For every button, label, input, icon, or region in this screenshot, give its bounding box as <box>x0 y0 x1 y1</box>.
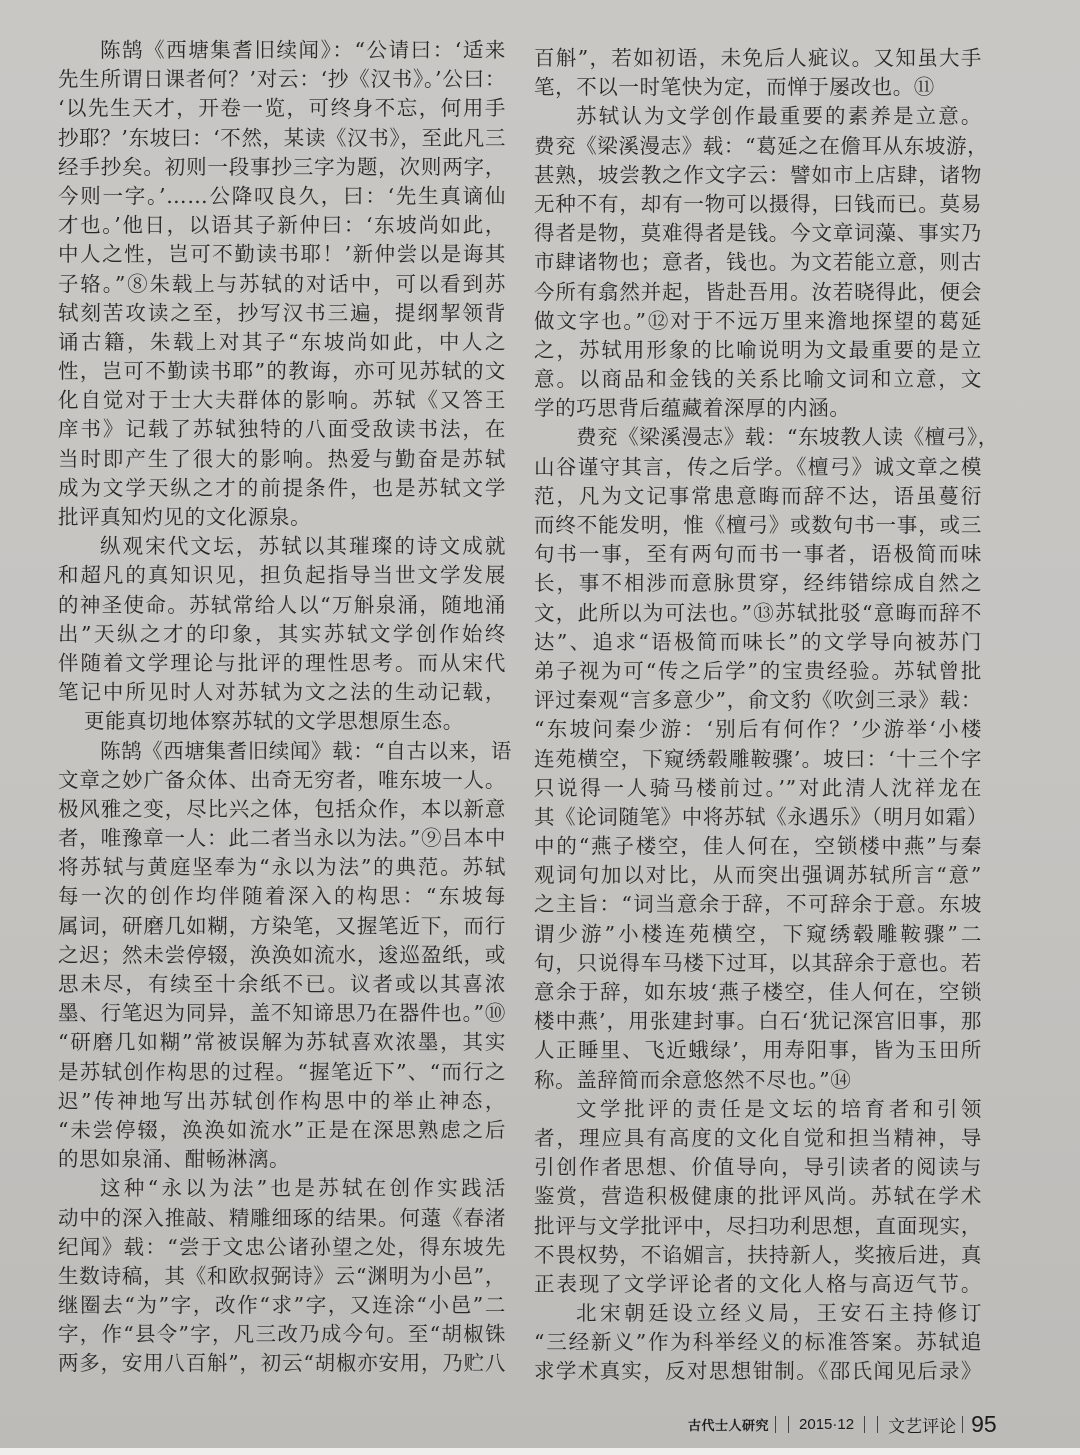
text-line: 属词，研磨几如糊，方染笔，又握笔近下，而行 <box>58 913 506 938</box>
text-line: 的神圣使命。苏轼常给人以“万斛泉涌，随地涌 <box>58 592 506 617</box>
text-line: 纵观宋代文坛，苏轼以其璀璨的诗文成就 <box>100 534 506 559</box>
text-line: 只说得一人骑马楼前过。’”对此清人沈祥龙在 <box>534 775 982 800</box>
text-line: 当时即产生了很大的影响。热爱与勤奋是苏轼 <box>58 446 506 471</box>
text-line: 其《论词随笔》中将苏轼《永遇乐》（明月如霜） <box>534 804 988 829</box>
page-footer <box>688 1410 997 1438</box>
text-line: 今则一字。’……公降叹良久，曰：‘先生真谪仙 <box>58 183 506 208</box>
text-line: 句，只说得车马楼下过耳，以其辞余于意也。若 <box>534 950 982 975</box>
text-line: 性，岂可不勤读书耶”的教诲，亦可见苏轼的文 <box>58 359 506 384</box>
text-line: 范，凡为文记事常患意晦而辞不达，语虽蔓衍 <box>534 483 982 508</box>
text-line: 抄耶？’东坡曰：‘不然，某读《汉书》，至此凡三 <box>58 125 506 150</box>
text-line: 陈鹄《西塘集耆旧续闻》：“公请曰：‘适来 <box>100 38 506 62</box>
text-line: 者，理应具有高度的文化自觉和担当精神，导 <box>534 1125 982 1150</box>
text-line: 伴随着文学理论与批评的理性思考。而从宋代 <box>58 650 506 675</box>
text-line: 意余于辞，如东坡‘燕子楼空，佳人何在，空锁 <box>534 980 982 1004</box>
text-line: 费兖《梁溪漫志》载：“葛延之在儋耳从东坡游， <box>534 133 989 158</box>
text-line: 子辂。”⑧朱载上与苏轼的对话中，可以看到苏 <box>58 271 506 296</box>
text-line: 迟”传神地写出苏轼创作构思中的举止神态， <box>58 1088 506 1113</box>
text-line: 达”、追求“语极简而味长”的文学导向被苏门 <box>534 629 982 654</box>
text-line: “三经新义”作为科举经义的标准答案。苏轼追 <box>534 1330 982 1355</box>
text-line: 求学术真实，反对思想钳制。《邵氏闻见后录》 <box>534 1359 982 1384</box>
text-line: 出”天纵之才的印象，其实苏轼文学创作始终 <box>58 621 506 646</box>
text-line: 之，苏轼用形象的比喻说明为文最重要的是立 <box>534 337 982 362</box>
text-line: 极风雅之变，尽比兴之体，包括众作，本以新意 <box>58 796 506 821</box>
text-line: 中的“燕子楼空，佳人何在，空锁楼中燕”与秦 <box>534 834 982 859</box>
text-line: 批评与文学批评中，尽扫功利思想，直面现实， <box>534 1213 982 1238</box>
text-line: 文章之妙广备众体、出奇无穷者，唯东坡一人。 <box>58 767 506 792</box>
text-line: 弟子视为可“传之后学”的宝贵经验。苏轼曾批 <box>534 658 982 683</box>
text-line: 文学批评的责任是文坛的培育者和引领 <box>576 1096 982 1121</box>
left-text-column <box>58 36 512 1379</box>
text-line: 山谷谨守其言，传之后学。《檀弓》诚文章之模 <box>534 454 982 479</box>
text-line: 继圈去“为”字，改作“求”字，又连涂“小邑”二 <box>58 1293 506 1318</box>
text-line: 经手抄矣。初则一段事抄三字为题，次则两字， <box>58 154 506 179</box>
text-line: 者，唯豫章一人：此二者当永以为法。”⑨吕本中 <box>58 826 506 851</box>
text-line: ‘以先生天才，开卷一览，可终身不忘，何用手 <box>58 96 506 121</box>
text-line: 意。以商品和金钱的关系比喻文词和立意，文 <box>534 367 982 392</box>
text-line: 谓少游”小楼连苑横空，下窥绣毂雕鞍骤”二 <box>534 921 982 946</box>
text-line: 百斛”，若如初语，未免后人疵议。又知虽大手 <box>534 46 982 70</box>
text-line: 做文字也。”⑫对于不远万里来澹地探望的葛延 <box>534 308 982 333</box>
text-line: 将苏轼与黄庭坚奉为“永以为法”的典范。苏轼 <box>58 855 506 880</box>
text-line: 北宋朝廷设立经义局，王安石主持修订 <box>576 1301 982 1326</box>
text-line: 观词句加以对比，从而突出强调苏轼所言“意” <box>534 863 982 888</box>
page-number: 95 <box>971 1410 997 1437</box>
text-line: 楼中燕’，用张建封事。白石‘犹记深宫旧事，那 <box>534 1009 982 1034</box>
text-line: 称。盖辞简而余意悠然不尽也。”⑭ <box>534 1067 852 1092</box>
text-line: 苏轼认为文学创作最重要的素养是立意。 <box>576 104 982 129</box>
text-line: 两多，安用八百斛”，初云“胡椒亦安用，乃贮八 <box>58 1351 506 1376</box>
text-line: 这种“永以为法”也是苏轼在创作实践活 <box>100 1176 506 1201</box>
text-line: 之迟；然未尝停辍，涣涣如流水，逡巡盈纸，或 <box>58 942 506 967</box>
text-line: 评过秦观“言多意少”，俞文豹《吹剑三录》载： <box>534 688 982 713</box>
text-line: 成为文学天纵之才的前提条件，也是苏轼文学 <box>58 475 506 500</box>
text-line: 是苏轼创作构思的过程。“握笔近下”、“而行之 <box>58 1059 506 1084</box>
footer-divider <box>864 1416 865 1433</box>
text-line: 市肆诸物也；意者，钱也。为文若能立意，则古 <box>534 250 982 275</box>
text-line: 才也。’他日，以语其子新仲曰：‘东坡尚如此， <box>58 213 506 238</box>
text-line: “研磨几如糊”常被误解为苏轼喜欢浓墨，其实 <box>58 1030 506 1055</box>
text-line: 连苑横空，下窥绣毂雕鞍骤’。坡曰：‘十三个字 <box>534 746 982 771</box>
text-line: 学的巧思背后蕴藏着深厚的内涵。 <box>534 396 851 421</box>
text-line: “东坡问秦少游：‘别后有何作？’少游举‘小楼 <box>534 717 982 742</box>
text-line: 文，此所以为可法也。”⑬苏轼批驳“意晦而辞不 <box>534 600 982 625</box>
text-line: 批评真知灼见的文化源泉。 <box>58 505 312 529</box>
text-line: 费兖《梁溪漫志》载：“东坡教人读《檀弓》， <box>576 425 999 450</box>
text-line: 先生所谓日课者何？’对云：‘抄《汉书》。’公曰： <box>58 67 506 92</box>
text-line: 不畏权势，不谄媚言，扶持新人，奖掖后进，真 <box>534 1242 982 1267</box>
footer-divider <box>788 1416 789 1433</box>
text-line: 长，事不相涉而意脉贯穿，经纬错综成自然之 <box>534 571 982 596</box>
journal-column-title: 古代士人研究 <box>688 1418 770 1434</box>
text-line: 无种不有，却有一物可以摄得，曰钱而已。莫易 <box>534 191 982 216</box>
text-line: 鉴赏，营造积极健康的批评风尚。苏轼在学术 <box>534 1184 982 1209</box>
text-line: 轼刻苦攻读之至，抄写汉书三遍，提纲挈领背 <box>58 300 506 325</box>
text-line: 思未尽，有续至十余纸不已。议者或以其喜浓 <box>58 972 506 996</box>
text-line: 诵古籍，朱载上对其子“东坡尚如此，中人之 <box>58 329 506 354</box>
text-line: 字，作“县令”字，凡三改乃成今句。至“胡椒铢 <box>58 1322 506 1347</box>
text-line: 每一次的创作均伴随着深入的构思：“东坡每 <box>58 884 506 909</box>
footer-divider <box>877 1416 878 1433</box>
text-line: 生数诗稿，其《和欧叔弼诗》云“渊明为小邑”， <box>58 1263 506 1288</box>
text-line: 笔记中所见时人对苏轼为文之法的生动记载， <box>58 680 506 705</box>
text-line: 引创作者思想、价值导向，导引读者的阅读与 <box>534 1155 982 1180</box>
text-line: 甚熟，坡尝教之作文字云：譬如市上店肆，诸物 <box>534 162 982 187</box>
issue-date: 2015·12 <box>799 1415 855 1433</box>
text-line: 动中的深入推敲、精雕细琢的结果。何薳《春渚 <box>58 1205 506 1230</box>
text-line: “未尝停辍，涣涣如流水”正是在深思熟虑之后 <box>58 1117 506 1142</box>
text-line: 墨、行笔迟为同异，盖不知谛思乃在器件也。”⑩ <box>58 1001 506 1026</box>
text-line: 笔，不以一时笔快为定，而惮于屡改也。⑪ <box>534 75 935 100</box>
footer-divider <box>775 1416 776 1433</box>
text-line: 纪闻》载：“尝于文忠公诸孙望之处，得东坡先 <box>58 1234 506 1259</box>
text-line: 得者是物，莫难得者是钱。今文章词藻、事实乃 <box>534 221 982 246</box>
text-line: 更能真切地体察苏轼的文学思想原生态。 <box>84 709 464 734</box>
text-line: 句书一事，至有两句而书一事者，语极简而味 <box>534 542 982 567</box>
text-line: 陈鹄《西塘集耆旧续闻》载：“自古以来，语 <box>100 738 512 763</box>
right-text-column <box>534 44 999 1387</box>
text-line: 今所有翕然并起，皆赴吾用。汝若晓得此，便会 <box>534 279 982 304</box>
text-line: 人正睡里、飞近蛾绿’，用寿阳事，皆为玉田所 <box>534 1038 982 1063</box>
section-name: 文艺评论 <box>888 1416 957 1437</box>
footer-divider <box>962 1416 963 1433</box>
text-line: 的思如泉涌、酣畅淋漓。 <box>58 1147 291 1172</box>
text-line: 而终不能发明，惟《檀弓》或数句书一事，或三 <box>534 513 982 537</box>
text-line: 中人之性，岂可不勤读书耶！’新仲尝以是诲其 <box>58 242 506 267</box>
text-line: 之主旨：“词当意余于辞，不可辞余于意。东坡 <box>534 892 982 917</box>
text-line: 庠书》记载了苏轼独特的八面受敌读书法，在 <box>58 417 506 442</box>
text-line: 化自觉对于士大夫群体的影响。苏轼《又答王 <box>58 388 506 413</box>
page-edge <box>0 1448 1080 1455</box>
text-line: 正表现了文学评论者的文化人格与高迈气节。 <box>534 1271 982 1296</box>
text-line: 和超凡的真知识见，担负起指导当世文学发展 <box>58 563 506 588</box>
